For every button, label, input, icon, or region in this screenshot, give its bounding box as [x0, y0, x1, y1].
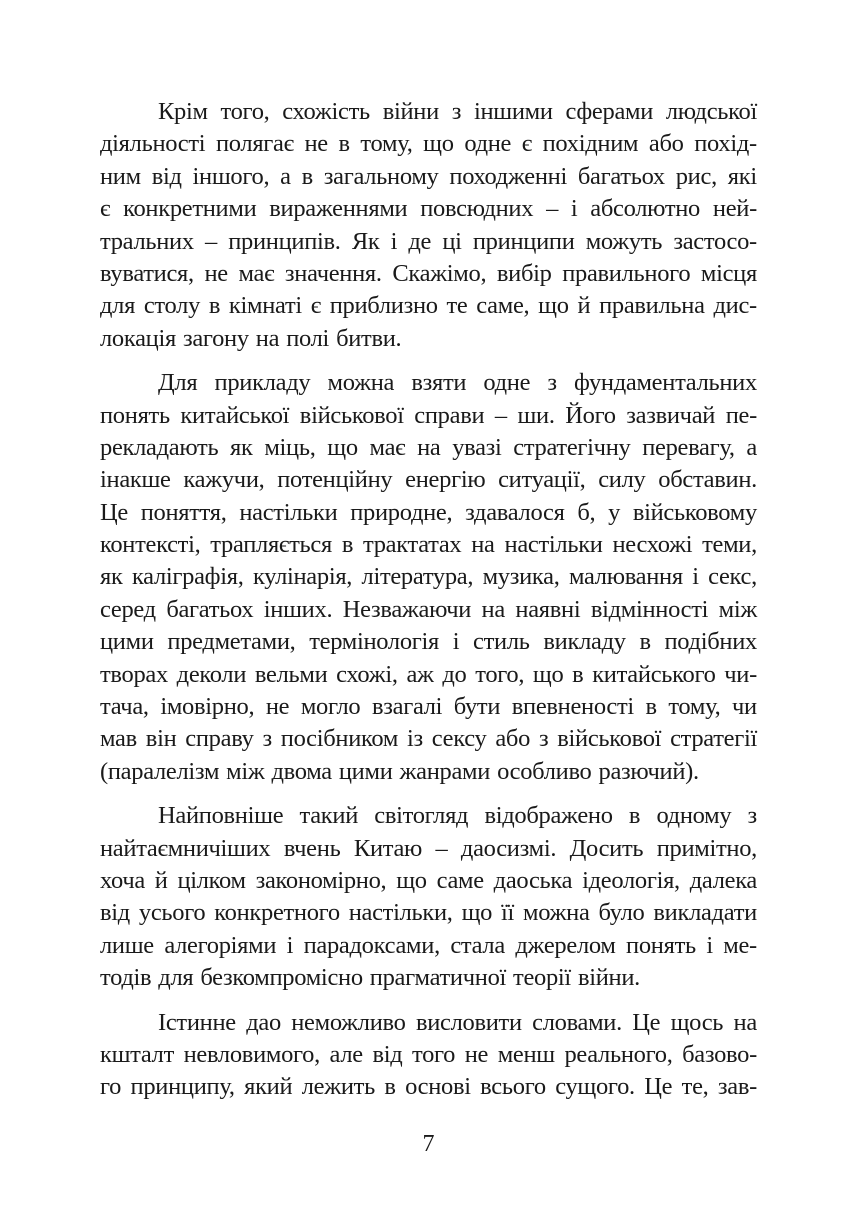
text-line: вуватися, не має значення. Скажімо, вибір правильного місця: [100, 259, 757, 287]
text-line: інакше кажучи, потенційну енергію ситуації, силу обставин.: [100, 466, 757, 494]
text-line: ним від іншого, а в загальному походженні багатьох рис, які: [100, 162, 757, 190]
text-line: хоча й цілком закономірно, що саме даоська ідеологія, далека: [100, 866, 757, 894]
text-line: цими предметами, термінологія і стиль викладу в подібних: [100, 628, 757, 656]
page-number: 7: [422, 1131, 435, 1157]
paragraph: [100, 800, 757, 994]
text-line: Істинне дао неможливо висловити словами. Це щось на: [158, 1008, 757, 1036]
text-line: найтаємничіших вчень Китаю – даосизмі. Досить примітно,: [100, 834, 757, 862]
text-line: контексті, трапляється в трактатах на настільки несхожі теми,: [100, 531, 757, 559]
text-line: творах деколи вельми схожі, аж до того, що в китайського чи-: [100, 660, 757, 688]
text-line: як каліграфія, кулінарія, література, музика, малювання і секс,: [100, 563, 757, 591]
paragraph: [100, 1007, 757, 1104]
text-line: локація загону на полі битви.: [100, 324, 402, 352]
text-line: мав він справу з посібником із сексу або з військової стратегії: [100, 725, 757, 753]
paragraph-gap: [100, 355, 757, 367]
text-line: для столу в кімнаті є приблизно те саме, що й правильна дис-: [100, 292, 757, 320]
text-line: Крім того, схожість війни з іншими сферами людської: [158, 98, 757, 125]
paragraph-gap: [100, 995, 757, 1007]
paragraph-gap: [100, 788, 757, 800]
text-line: тральних – принципів. Як і де ці принципи можуть застосо-: [100, 227, 757, 255]
text-line: від усього конкретного настільки, що її можна було викладати: [100, 899, 757, 927]
text-line: кшталт невловимого, але від того не менш реального, базово-: [100, 1040, 757, 1068]
paragraph: [100, 367, 757, 788]
text-line: тача, імовірно, не могло взагалі бути впевненості в тому, чи: [100, 693, 757, 721]
text-line: діяльності полягає не в тому, що одне є похідним або похід-: [100, 130, 757, 158]
text-line: понять китайської військової справи – ши. Його зазвичай пе-: [100, 401, 757, 429]
paragraph: [100, 96, 757, 355]
text-line: го принципу, який лежить в основі всього сущого. Це те, зав-: [100, 1073, 757, 1101]
body-text: [100, 96, 757, 1104]
text-line: тодів для безкомпромісно прагматичної теорії війни.: [100, 964, 640, 992]
text-line: є конкретними вираженнями повсюдних – і абсолютно ней-: [100, 195, 757, 223]
text-line: Це поняття, настільки природне, здавалося б, у військовому: [100, 498, 757, 526]
text-line: лише алегоріями і парадоксами, стала джерелом понять і ме-: [100, 931, 757, 959]
text-line: серед багатьох інших. Незважаючи на наявні відмінності між: [100, 595, 757, 623]
text-line: Для прикладу можна взяти одне з фундаментальних: [158, 369, 757, 397]
text-line: Найповніше такий світогляд відображено в одному з: [158, 802, 757, 830]
text-line: рекладають як міць, що має на увазі стратегічну перевагу, а: [100, 433, 757, 461]
text-line: (паралелізм між двома цими жанрами особливо разючий).: [100, 757, 699, 785]
